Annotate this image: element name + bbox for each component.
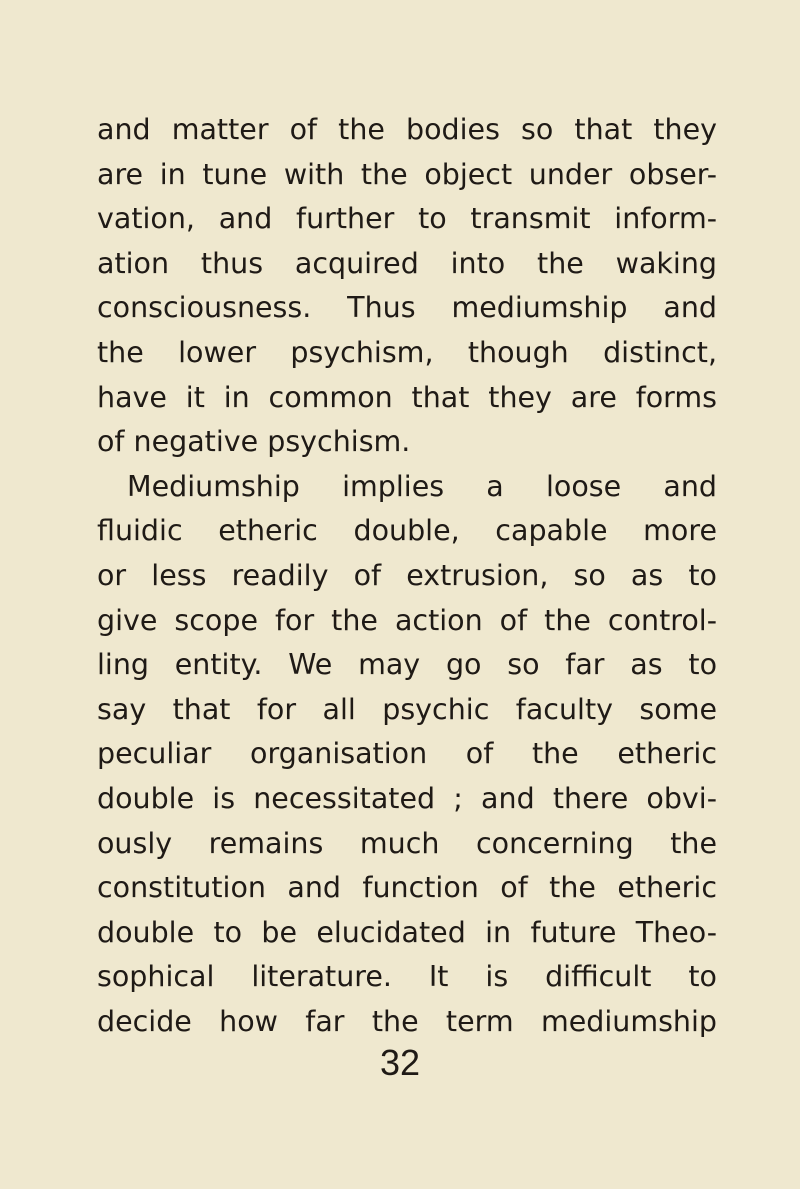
text-line: double to be elucidated in future Theo- [97,915,717,949]
text-line: are in tune with the object under obser- [97,157,717,191]
text-line: ling entity. We may go so far as to [97,648,717,682]
text-line: and matter of the bodies so that they [97,113,717,146]
text-line: peculiar organisation of the etheric [97,737,717,771]
text-line: say that for all psychic faculty some [97,692,717,726]
text-line: have it in common that they are forms [97,380,717,414]
text-line: vation, and further to transmit inform- [97,202,717,236]
text-line: double is necessitated ; and there obvi- [97,781,717,815]
text-line: fluidic etheric double, capable more [97,514,717,548]
text-line: or less readily of extrusion, so as to [97,558,717,592]
text-line: consciousness. Thus mediumship and [97,291,717,325]
paragraph-start-line: Mediumship implies a loose and [127,469,717,503]
text-line: decide how far the term mediumship [97,1004,717,1038]
body-text [97,108,717,1044]
text-line: constitution and function of the etheric [97,871,717,905]
text-line: ously remains much concerning the [97,826,717,860]
page-number: 32 [379,1042,421,1083]
text-line: ation thus acquired into the waking [97,246,717,280]
text-line: sophical literature. It is difficult to [97,960,717,994]
text-line: give scope for the action of the control- [97,603,717,637]
text-line: the lower psychism, though distinct, [97,335,717,369]
paragraph-end-line: of negative psychism. [97,425,411,459]
